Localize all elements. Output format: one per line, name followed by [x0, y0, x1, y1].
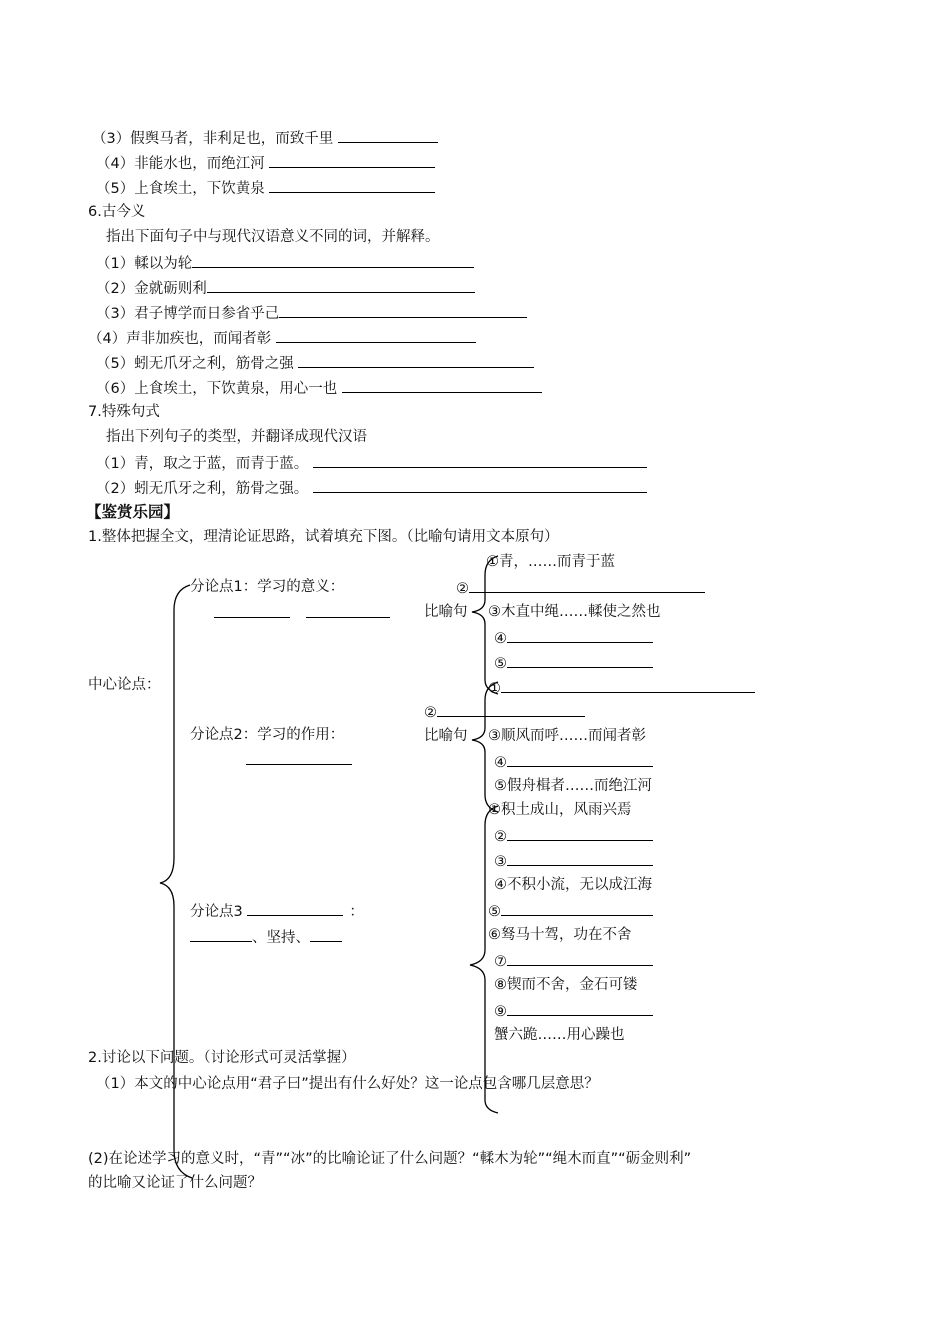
g2-item: ③顺风而呼……而闻者彰	[488, 728, 646, 744]
answer-blank[interactable]	[192, 253, 474, 268]
s6-item: （5）蚓无爪牙之利，筋骨之强	[96, 353, 534, 373]
g3-item: ⑦	[494, 951, 653, 971]
g3-item: ⑥驽马十驾，功在不舍	[488, 927, 632, 943]
g3-item: ①积土成山，风雨兴焉	[488, 802, 632, 818]
sub-point-3-line-2: 、坚持、	[190, 927, 342, 947]
sub-point-1: 分论点1：学习的意义：	[190, 579, 345, 595]
g2-item: ④	[494, 752, 653, 772]
question-2-line-1: (2)在论述学习的意义时，“青”“冰”的比喻论证了什么问题？“輮木为轮”“绳木而直”“砺金则利”	[88, 1151, 692, 1167]
answer-blank[interactable]	[190, 927, 252, 942]
g2-item: ⑤假舟楫者……而绝江河	[494, 778, 652, 794]
sub-point-1-blanks	[214, 603, 390, 623]
s6-item: （6）上食埃土，下饮黄泉，用心一也	[96, 378, 542, 398]
sub-point-2-blank	[246, 750, 352, 770]
sub-point-3: 分论点3 ：	[190, 901, 364, 921]
answer-blank[interactable]	[247, 901, 343, 916]
section-6-instruction: 指出下面句子中与现代汉语意义不同的词，并解释。	[106, 229, 440, 245]
answer-blank[interactable]	[507, 826, 653, 841]
answer-blank[interactable]	[501, 678, 755, 693]
section-7-title: 7.特殊句式	[88, 404, 160, 420]
answer-blank[interactable]	[507, 653, 653, 668]
vocab-line-5: （5）上食埃土，下饮黄泉	[96, 178, 435, 198]
g3-item: ⑨	[494, 1001, 653, 1021]
answer-blank[interactable]	[507, 752, 653, 767]
answer-blank[interactable]	[310, 927, 342, 942]
section-6-title: 6.古今义	[88, 204, 146, 220]
g1-item: ③木直中绳……輮使之然也	[488, 604, 661, 620]
answer-blank[interactable]	[507, 1001, 653, 1016]
answer-blank[interactable]	[437, 702, 585, 717]
g3-item: 蟹六跪……用心躁也	[494, 1027, 625, 1043]
task-1: 1.整体把握全文，理清论证思路，试着填充下图。（比喻句请用文本原句）	[88, 529, 559, 545]
g2-item: ①	[488, 678, 755, 698]
answer-blank[interactable]	[269, 153, 435, 168]
answer-blank[interactable]	[338, 128, 438, 143]
answer-blank[interactable]	[507, 951, 653, 966]
s6-item: （4）声非加疾也，而闻者彰	[88, 328, 476, 348]
g1-item: ①青，……而青于蓝	[486, 554, 615, 570]
g1-item: ⑤	[494, 653, 653, 673]
s6-item: （3）君子博学而日参省乎己	[96, 303, 527, 323]
metaphor-label-2: 比喻句	[424, 728, 468, 744]
g1-item: ②	[456, 578, 705, 598]
s6-item: （2）金就砺则利	[96, 278, 475, 298]
vocab-line-4: （4）非能水也，而绝江河	[96, 153, 435, 173]
s7-item: （2）蚓无爪牙之利，筋骨之强。	[96, 478, 647, 498]
g3-item: ③	[494, 851, 653, 871]
g3-item: ②	[494, 826, 653, 846]
answer-blank[interactable]	[501, 901, 653, 916]
g2-item: ②	[424, 702, 585, 722]
answer-blank[interactable]	[313, 478, 647, 493]
g3-item: ④不积小流，无以成江海	[494, 877, 652, 893]
task-2: 2.讨论以下问题。（讨论形式可灵活掌握）	[88, 1050, 356, 1066]
metaphor-label-1: 比喻句	[424, 604, 468, 620]
answer-blank[interactable]	[276, 328, 476, 343]
answer-blank[interactable]	[269, 178, 435, 193]
question-1: （1）本文的中心论点用“君子曰”提出有什么好处？这一论点包含哪几层意思？	[96, 1076, 599, 1092]
s6-item: （1）輮以为轮	[96, 253, 474, 273]
sub-point-2: 分论点2：学习的作用：	[190, 727, 345, 743]
answer-blank[interactable]	[279, 303, 527, 318]
answer-blank[interactable]	[246, 750, 352, 765]
section-7-instruction: 指出下列句子的类型，并翻译成现代汉语	[106, 429, 367, 445]
metaphor-brace-1	[472, 556, 498, 694]
answer-blank[interactable]	[342, 378, 542, 393]
answer-blank[interactable]	[298, 353, 534, 368]
appreciation-heading: 【鉴赏乐园】	[86, 503, 180, 521]
answer-blank[interactable]	[469, 578, 705, 593]
answer-blank[interactable]	[507, 628, 653, 643]
g3-item: ⑧锲而不舍，金石可镂	[494, 977, 638, 993]
s7-item: （1）青，取之于蓝，而青于蓝。	[96, 453, 647, 473]
answer-blank[interactable]	[507, 851, 653, 866]
answer-blank[interactable]	[306, 603, 390, 618]
answer-blank[interactable]	[207, 278, 475, 293]
center-thesis-label: 中心论点：	[88, 677, 161, 693]
g1-item: ④	[494, 628, 653, 648]
g3-item: ⑤	[488, 901, 653, 921]
vocab-line-3: （3）假舆马者，非利足也，而致千里	[92, 128, 438, 148]
answer-blank[interactable]	[313, 453, 647, 468]
question-2-line-2: 的比喻又论证了什么问题？	[88, 1175, 262, 1191]
answer-blank[interactable]	[214, 603, 290, 618]
